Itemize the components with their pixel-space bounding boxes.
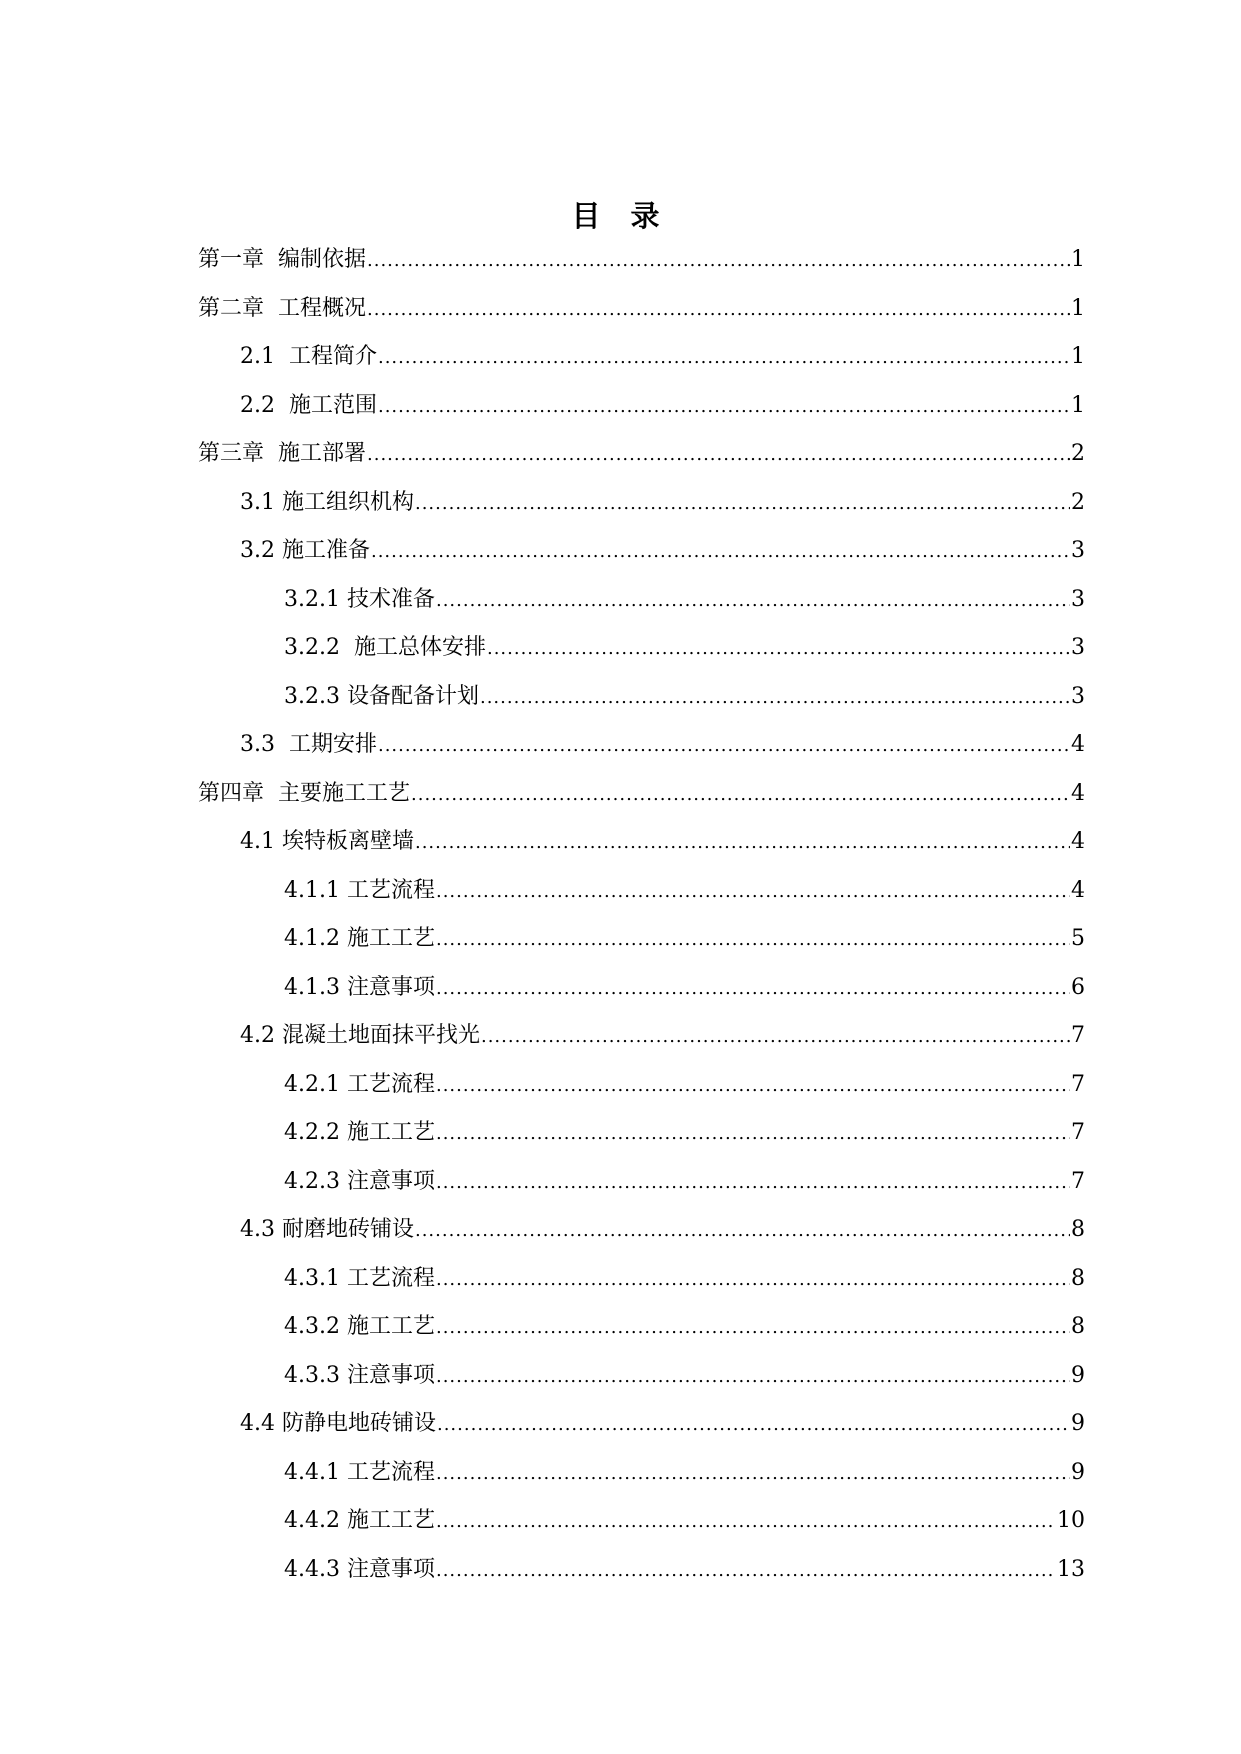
toc-entry[interactable] bbox=[198, 774, 1085, 814]
toc-entry-page: 13 bbox=[1057, 1556, 1085, 1582]
toc-entry-label: 2.1 工程简介 bbox=[240, 344, 377, 369]
toc-leader-dots bbox=[436, 1114, 1070, 1154]
toc-leader-dots bbox=[436, 1454, 1070, 1494]
toc-entry-label: 4.3 耐磨地砖铺设 bbox=[240, 1217, 414, 1242]
toc-entry-page: 3 bbox=[1071, 586, 1085, 612]
toc-entry-page: 9 bbox=[1071, 1411, 1085, 1436]
toc-entry[interactable] bbox=[240, 1016, 1085, 1056]
toc-entry-page: 1 bbox=[1071, 295, 1085, 321]
toc-entry[interactable] bbox=[284, 580, 1085, 620]
toc-entry-label: 3.2.2 施工总体安排 bbox=[284, 635, 486, 660]
toc-leader-dots bbox=[371, 532, 1070, 572]
toc-entry[interactable] bbox=[284, 919, 1085, 959]
toc-entry-label: 4.2.3 注意事项 bbox=[284, 1168, 435, 1194]
toc-entry[interactable] bbox=[240, 386, 1085, 426]
toc-leader-dots bbox=[367, 290, 1070, 330]
toc-entry-page: 8 bbox=[1071, 1217, 1085, 1242]
toc-entry-label: 4.2 混凝土地面抹平找光 bbox=[240, 1023, 480, 1048]
toc-entry[interactable] bbox=[284, 1307, 1085, 1347]
toc-leader-dots bbox=[367, 435, 1070, 475]
toc-leader-dots bbox=[436, 1163, 1070, 1203]
toc-entry-page: 3 bbox=[1071, 538, 1085, 563]
toc-entry[interactable] bbox=[240, 531, 1085, 571]
toc-leader-dots bbox=[367, 241, 1070, 281]
toc-entry-page: 3 bbox=[1071, 635, 1085, 660]
toc-entry-label: 第一章 编制依据 bbox=[198, 247, 366, 272]
toc-leader-dots bbox=[415, 823, 1070, 863]
toc-entry-page: 4 bbox=[1071, 829, 1085, 854]
toc-entry-label: 4.2.1 工艺流程 bbox=[284, 1071, 435, 1097]
toc-entry[interactable] bbox=[284, 871, 1085, 911]
toc-entry-page: 3 bbox=[1071, 683, 1085, 709]
toc-entry-label: 4.1.2 施工工艺 bbox=[284, 926, 435, 951]
toc-entry[interactable] bbox=[284, 1162, 1085, 1202]
toc-entry[interactable] bbox=[284, 1453, 1085, 1493]
toc-entry[interactable] bbox=[284, 628, 1085, 668]
toc-entry[interactable] bbox=[284, 1501, 1085, 1541]
toc-leader-dots bbox=[378, 338, 1070, 378]
toc-entry-page: 10 bbox=[1057, 1508, 1085, 1533]
toc-entry-label: 4.2.2 施工工艺 bbox=[284, 1120, 435, 1145]
toc-entry-page: 1 bbox=[1071, 247, 1085, 272]
toc-title: 目 录 bbox=[571, 199, 670, 233]
toc-entry[interactable] bbox=[284, 968, 1085, 1008]
toc-entry[interactable] bbox=[198, 434, 1085, 474]
toc-entry-page: 1 bbox=[1071, 392, 1085, 418]
toc-entry-page: 7 bbox=[1071, 1120, 1085, 1145]
toc-entry-label: 4.4.2 施工工艺 bbox=[284, 1508, 435, 1533]
toc-entry-label: 3.2 施工准备 bbox=[240, 538, 370, 563]
toc-entry-label: 3.3 工期安排 bbox=[240, 732, 377, 757]
toc-entry-page: 7 bbox=[1071, 1168, 1085, 1194]
toc-leader-dots bbox=[436, 581, 1070, 621]
toc-entry-page: 9 bbox=[1071, 1362, 1085, 1388]
toc-entry-page: 4 bbox=[1071, 780, 1085, 806]
toc-leader-dots bbox=[436, 1502, 1056, 1542]
toc-leader-dots bbox=[436, 1551, 1056, 1591]
toc-leader-dots bbox=[436, 969, 1070, 1009]
toc-entry-label: 3.2.3 设备配备计划 bbox=[284, 683, 479, 709]
toc-entry[interactable] bbox=[284, 1113, 1085, 1153]
toc-entry-page: 2 bbox=[1071, 441, 1085, 466]
toc-entry-label: 第二章 工程概况 bbox=[198, 295, 366, 321]
toc-entry-page: 8 bbox=[1071, 1265, 1085, 1291]
toc-leader-dots bbox=[487, 629, 1070, 669]
toc-leader-dots bbox=[480, 678, 1070, 718]
toc-leader-dots bbox=[481, 1017, 1070, 1057]
toc-entry[interactable] bbox=[284, 1259, 1085, 1299]
toc-leader-dots bbox=[436, 872, 1070, 912]
toc-entry-label: 3.2.1 技术准备 bbox=[284, 586, 435, 612]
toc-leader-dots bbox=[411, 775, 1070, 815]
toc-entry-page: 8 bbox=[1071, 1314, 1085, 1339]
toc-entry-label: 4.3.3 注意事项 bbox=[284, 1362, 435, 1388]
toc-leader-dots bbox=[415, 1211, 1070, 1251]
toc-entry-label: 4.3.2 施工工艺 bbox=[284, 1314, 435, 1339]
toc-entry[interactable] bbox=[284, 1550, 1085, 1590]
toc-entry-page: 1 bbox=[1071, 344, 1085, 369]
toc-entry-label: 4.4 防静电地砖铺设 bbox=[240, 1411, 436, 1436]
toc-entry-label: 4.1 埃特板离壁墙 bbox=[240, 829, 414, 854]
toc-entry[interactable] bbox=[240, 1404, 1085, 1444]
toc-leader-dots bbox=[436, 1260, 1070, 1300]
toc-entry-page: 9 bbox=[1071, 1459, 1085, 1485]
toc-entry-page: 7 bbox=[1071, 1071, 1085, 1097]
toc-entry[interactable] bbox=[284, 677, 1085, 717]
toc-entry-label: 4.4.3 注意事项 bbox=[284, 1556, 435, 1582]
toc-entry[interactable] bbox=[198, 240, 1085, 280]
toc-entry[interactable] bbox=[198, 289, 1085, 329]
toc-entry-page: 4 bbox=[1071, 732, 1085, 757]
toc-leader-dots bbox=[436, 1357, 1070, 1397]
toc-entry[interactable] bbox=[284, 1356, 1085, 1396]
toc-entry[interactable] bbox=[240, 1210, 1085, 1250]
toc-entry-page: 7 bbox=[1071, 1023, 1085, 1048]
toc-leader-dots bbox=[436, 1066, 1070, 1106]
toc-entry-label: 3.1 施工组织机构 bbox=[240, 489, 414, 515]
toc-entry-label: 第四章 主要施工工艺 bbox=[198, 780, 410, 806]
toc-leader-dots bbox=[436, 1308, 1070, 1348]
toc-leader-dots bbox=[415, 484, 1070, 524]
toc-entry-label: 2.2 施工范围 bbox=[240, 392, 377, 418]
toc-entry-page: 4 bbox=[1071, 877, 1085, 903]
toc-leader-dots bbox=[436, 920, 1070, 960]
toc-entry-label: 4.1.1 工艺流程 bbox=[284, 877, 435, 903]
toc-entry-label: 4.1.3 注意事项 bbox=[284, 974, 435, 1000]
toc-entry[interactable] bbox=[240, 337, 1085, 377]
toc-entry[interactable] bbox=[240, 483, 1085, 523]
toc-leader-dots bbox=[378, 726, 1070, 766]
toc-entry[interactable] bbox=[240, 725, 1085, 765]
toc-leader-dots bbox=[378, 387, 1070, 427]
toc-entry-page: 2 bbox=[1071, 489, 1085, 515]
toc-entry[interactable] bbox=[284, 1065, 1085, 1105]
toc-leader-dots bbox=[437, 1405, 1070, 1445]
toc-entry-label: 4.4.1 工艺流程 bbox=[284, 1459, 435, 1485]
toc-entry-page: 6 bbox=[1071, 974, 1085, 1000]
toc-entry[interactable] bbox=[240, 822, 1085, 862]
toc-entry-page: 5 bbox=[1071, 926, 1085, 951]
toc-entry-label: 4.3.1 工艺流程 bbox=[284, 1265, 435, 1291]
toc-entry-label: 第三章 施工部署 bbox=[198, 441, 366, 466]
